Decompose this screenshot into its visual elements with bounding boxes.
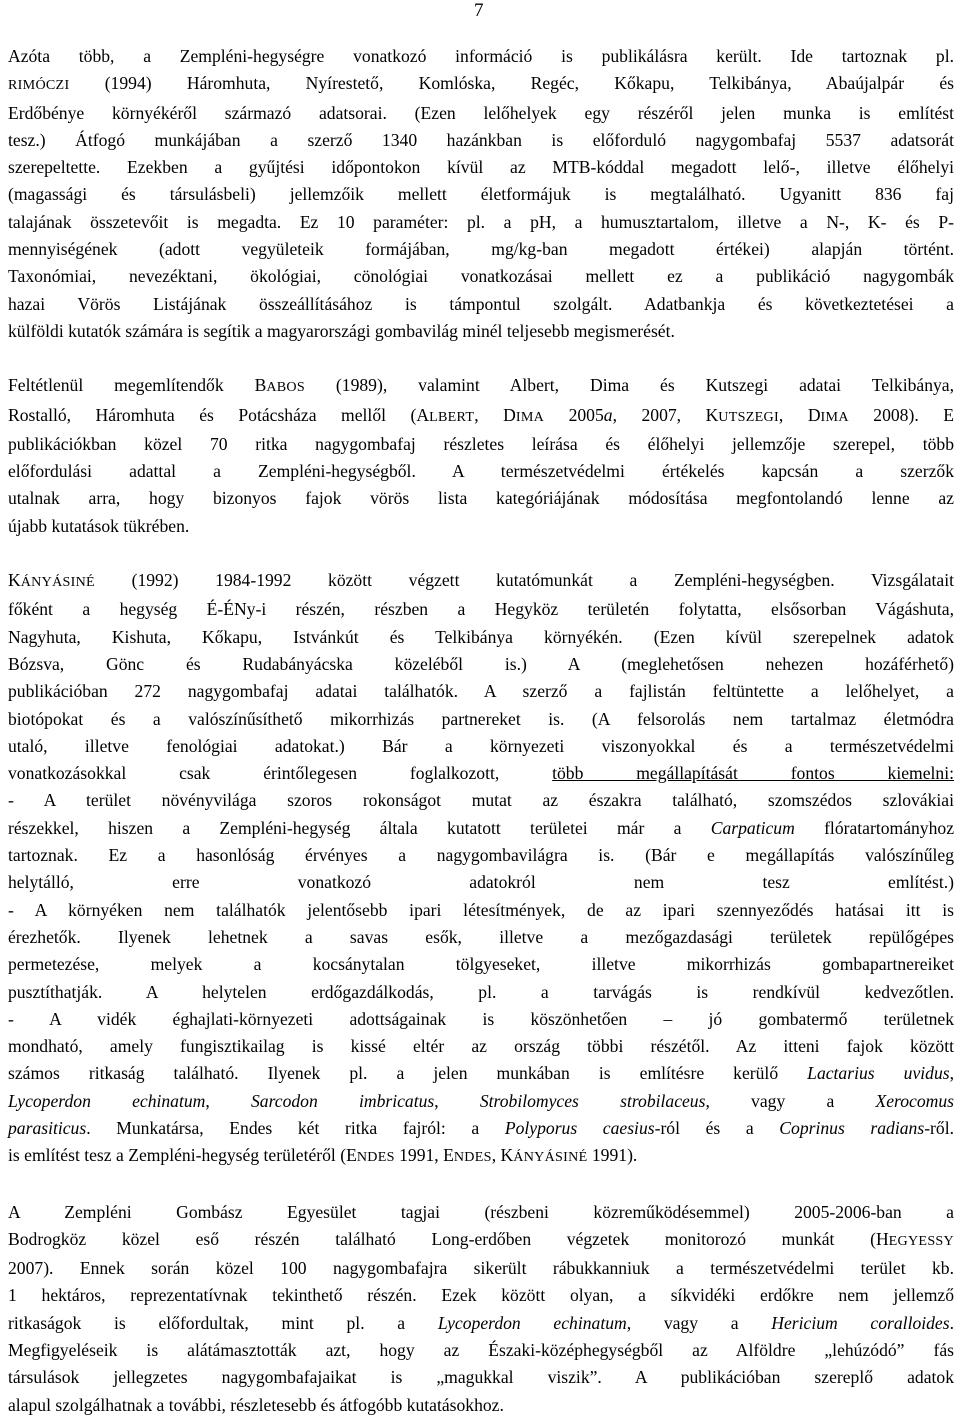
text-line: Nagyhuta, Kishuta, Kőkapu, Istvánkút és Telkibánya környékén. (Ezen kívül szerepelnek adatok — [8, 626, 954, 647]
small-caps-name: ÁNYÁSINÉ — [20, 574, 95, 591]
text-line: újabb kutatások tükrében. — [8, 515, 190, 536]
italic-term: Lycoperdon echinatum — [8, 1090, 206, 1111]
text-line: érezhetők. Ilyenek lehetnek a savas esők, illetve a mezőgazdasági területek repülőgépes — [8, 926, 954, 947]
small-caps-name: IMA — [820, 408, 849, 425]
text-line: társulások jellegzetes nagygombafajaikat is „magukkal viszik”. A publikációban szereplő adatok — [8, 1367, 954, 1388]
text-line: Rostalló, Háromhuta és Potácsháza mellől (ALBERT, DIMA 2005a, 2007, KUTSZEGI, DIMA 2008). E — [8, 404, 954, 425]
italic-term: Xerocomus — [875, 1090, 955, 1111]
small-caps-name: NDES — [356, 1149, 395, 1166]
text-line: Megfigyeléseik is alátámasztották azt, hogy az Északi-középhegységből az Alföldre „lehúzódó” fás — [8, 1340, 954, 1361]
italic-term: Lactarius uvidus — [807, 1063, 950, 1084]
page-number: 7 — [474, 0, 484, 21]
document-body — [8, 43, 954, 1419]
italic-term: Polyporus caesius — [504, 1117, 655, 1138]
text-line: előfordulási adattal a Zempléni-hegységből. A természetvédelmi értékelés kapcsán a szerzők — [8, 461, 954, 482]
small-caps-name: IMA — [515, 408, 545, 425]
small-caps-name: NDES — [453, 1149, 492, 1166]
text-line: Lycoperdon echinatum, Sarcodon imbricatus, Strobilomyces strobilaceus, vagy a Xerocomus — [8, 1090, 955, 1111]
text-line: külföldi kutatók számára is segítik a magyarországi gombavilág minél teljesebb megismerését. — [8, 320, 675, 341]
text-line: (magassági és társulásbeli) jellemzőik mellett életformájuk is megtalálható. Ugyanitt 836 faj — [8, 184, 954, 205]
text-line: tesz.) Átfogó munkájában a szerző 1340 hazánkban is előforduló nagygombafaj 5537 adatsorát — [8, 129, 954, 150]
text-line: részekkel, hiszen a Zempléni-hegység általa kutatott területei már a Carpaticum flóratartományhoz — [8, 817, 955, 838]
text-line: RIMÓCZI (1994) Háromhuta, Nyírestető, Komlóska, Regéc, Kőkapu, Telkibánya, Abaújalpár és — [8, 73, 954, 94]
italic-term: Coprinus radians — [779, 1117, 925, 1138]
paragraph — [8, 43, 954, 345]
text-line: számos ritkaság található. Ilyenek pl. a jelen munkában is említésre kerülő Lactarius uvidus, — [8, 1063, 954, 1084]
italic-term: Lycoperdon echinatum — [437, 1312, 627, 1333]
text-line: mennyiségének (adott vegyületeik formájában, mg/kg-ban megadott értékei) alapján történt. — [8, 239, 954, 260]
text-line: helytálló, erre vonatkozó adatokról nem tesz említést.) — [8, 872, 954, 893]
small-caps-name: ABOS — [266, 379, 305, 396]
text-line: parasiticus. Munkatársa, Endes két ritka fajról: a Polyporus caesius-ról és a Coprinus radians-ről. — [8, 1117, 954, 1138]
text-line: ritkaságok is előfordultak, mint pl. a Lycoperdon echinatum, vagy a Hericium coralloides. — [8, 1312, 954, 1333]
text-line: A Zempléni Gombász Egyesület tagjai (részbeni közreműködésemmel) 2005-2006-ban a — [8, 1201, 954, 1222]
text-line: KÁNYÁSINÉ (1992) 1984-1992 között végzett kutatómunkát a Zempléni-hegységben. Vizsgálatait — [8, 570, 954, 591]
small-caps-name: LBERT — [429, 408, 475, 425]
italic-term: Carpaticum — [710, 817, 795, 838]
text-line: alapul szolgálhatnak a további, részletesebb és átfogóbb kutatásokhoz. — [8, 1394, 504, 1415]
text-line: - A vidék éghajlati-környezeti adottságainak is köszönhetően – jó gombatermő területnek — [8, 1008, 954, 1029]
text-line: Azóta több, a Zempléni-hegységre vonatkozó információ is publikálásra került. Ide tartoznak pl. — [8, 46, 954, 66]
text-line: mondható, amely fungisztikailag is kissé eltér az ország többi részétől. Az itteni fajok között — [8, 1036, 954, 1057]
italic-term: Sarcodon imbricatus — [250, 1090, 435, 1111]
text-line: biotópokat és a valószínűsíthető mikorrhizás partnereket is. (A felsorolás nem tartalmaz életmódra — [8, 708, 954, 729]
small-caps-name: IMÓCZI — [17, 77, 70, 94]
text-line: vonatkozásokkal csak érintőlegesen foglalkozott, több megállapítását fontos kiemelni: — [8, 763, 954, 784]
text-line: utaló, illetve fenológiai adatokat.) Bár a környezeti viszonyokkal és a természetvédelmi — [8, 735, 954, 756]
text-line: publikációkban közel 70 ritka nagygombafaj részletes leírása és élőhelyi jellemzője szerepel, több — [8, 433, 954, 454]
text-line: talajának összetevőit is megadta. Ez 10 paraméter: pl. a pH, a humusztartalom, illetve a N-, K- és P- — [8, 211, 954, 232]
italic-term: a — [603, 404, 613, 425]
paragraph — [8, 567, 954, 1172]
text-line: pusztíthatják. A helytelen erdőgazdálkodás, pl. a tarvágás is rendkívül kedvezőtlen. — [8, 981, 954, 1002]
text-line: publikációban 272 nagygombafaj adatai találhatók. A szerző a fajlistán feltüntette a lelőhelyet, a — [8, 681, 954, 702]
paragraph — [8, 1199, 954, 1419]
text-line: tartoznak. Ez a hasonlóság érvényes a nagygombavilágra is. (Bár e megállapítás valószínűleg — [8, 845, 954, 866]
italic-term: Hericium coralloides — [771, 1312, 950, 1333]
text-line: utalnak arra, hogy bizonyos fajok vörös lista kategóriájának módosítása megfontolandó lenne az — [8, 488, 954, 509]
text-line: - A környéken nem találhatók jelentősebb ipari létesítmények, de az ipari szennyeződés hatásai itt is — [8, 899, 954, 920]
small-caps-name: EGYESSY — [888, 1232, 954, 1249]
text-line: is említést tesz a Zempléni-hegység területéről (ENDES 1991, ENDES, KÁNYÁSINÉ 1991). — [8, 1145, 638, 1166]
text-line: Bózsva, Gönc és Rudabányácska közeléből is.) A (meglehetősen nehezen hozáférhető) — [8, 653, 954, 674]
italic-term: Strobilomyces strobilaceus — [479, 1090, 706, 1111]
text-line: szerepeltette. Ezekben a gyűjtési időpontokon kívül az MTB-kóddal megadott lelő-, illetve élőhelyi — [8, 157, 954, 178]
text-line: főként a hegység É-ÉNy-i részén, részben a Hegyköz területén folytatta, elsősorban Vágáshuta, — [8, 599, 954, 620]
text-line: Feltétlenül megemlítendők BABOS (1989), valamint Albert, Dima és Kutszegi adatai Telkibánya, — [8, 375, 954, 396]
underlined-text: több megállapítását fontos kiemelni: — [552, 763, 954, 784]
text-line: permetezése, melyek a kocsánytalan tölgyeseket, illetve mikorrhizás gombapartnereiket — [8, 954, 954, 975]
text-line: hazai Vörös Listájának összeállításához is támpontul szolgált. Adatbankja és következtetései a — [8, 293, 954, 314]
text-line: 2007). Ennek során közel 100 nagygombafajra sikerült rábukkanniuk a természetvédelmi terület kb. — [8, 1258, 954, 1279]
text-line: - A terület növényvilága szoros rokonságot mutat az északra található, szomszédos szlovákiai — [8, 790, 954, 811]
text-line: Erdőbénye környékéről származó adatsorai. (Ezen lelőhelyek egy részéről jelen munka is említést — [8, 102, 954, 123]
small-caps-name: UTSZEGI — [718, 408, 779, 425]
paragraph — [8, 372, 954, 540]
text-line: 1 hektáros, reprezentatívnak tekinthető részén. Ezek között olyan, a síkvidéki erdőkre nem jellemző — [8, 1285, 954, 1306]
text-line: Taxonómiai, nevezéktani, ökológiai, cönológiai vonatkozásai mellett ez a publikáció nagygombák — [8, 266, 954, 287]
text-line: Bodrogköz közel eső részén található Long-erdőben végzetek monitorozó munkát (HEGYESSY — [8, 1228, 954, 1249]
small-caps-name: ÁNYÁSINÉ — [513, 1149, 588, 1166]
italic-term: parasiticus — [8, 1117, 87, 1138]
small-caps-name: R — [8, 77, 18, 94]
